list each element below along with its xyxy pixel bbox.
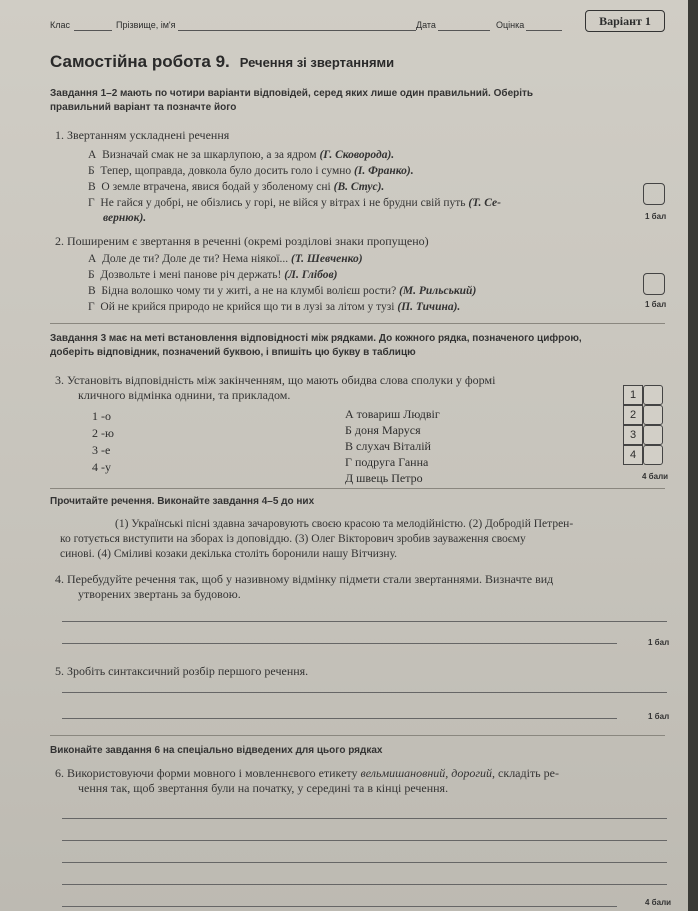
q6-line2: чення так, щоб звертання були на початку, у середині та в кінці речення. (78, 781, 449, 795)
option-author: (Т. Се- (468, 197, 501, 209)
q6-line1 (55, 766, 675, 781)
divider (50, 323, 665, 324)
q4-line1: 4. Перебудуйте речення так, щоб у називному відмінку підмети стали звертаннями. Визначте вид (55, 572, 554, 586)
instruction-4: Виконайте завдання 6 на спеціально відведених для цього рядках (50, 745, 383, 756)
instruction-2-line2: доберіть відповідник, позначений буквою, і впишіть цю букву в таблицю (50, 347, 416, 358)
answer-line[interactable] (62, 884, 667, 885)
option-letter: В (88, 181, 96, 193)
q3-line2: кличного відмінка однини, та прикладом. (78, 388, 291, 402)
q6-score: 4 бали (645, 898, 672, 907)
q1-answer-box[interactable] (643, 183, 665, 205)
q2-option-d[interactable] (88, 300, 608, 314)
q3-right-item: А товариш Людвіг (345, 407, 440, 421)
class-line[interactable] (74, 30, 112, 31)
q6-etiquette-words: вельмишановний, дорогий, (360, 766, 496, 780)
q6-line1-a: 6. Використовуючи форми мовного і мовленнєвого етикету (55, 766, 358, 780)
option-text: Не гайся у добрі, не обізлись у горі, не війся у вітрах і не брудни свій путь (100, 197, 466, 209)
option-author: (М. Рильський) (399, 285, 477, 297)
name-line[interactable] (178, 30, 416, 31)
divider (50, 735, 665, 736)
answer-line[interactable] (62, 906, 617, 907)
option-text: Доле де ти? Доле де ти? Нема ніякої... (102, 253, 289, 265)
grid-answer-1[interactable] (643, 385, 663, 405)
grid-number-4: 4 (623, 445, 643, 465)
q3-left-item: 3 -е (92, 443, 111, 457)
question-1: 1. Звертанням ускладнені речення (55, 128, 230, 142)
question-4 (55, 572, 675, 602)
q3-right-item: В слухач Віталій (345, 439, 431, 453)
date-label: Дата (416, 20, 436, 30)
q1-option-d[interactable] (88, 196, 608, 210)
option-author: (В. Стус). (333, 181, 385, 193)
grade-line[interactable] (526, 30, 562, 31)
q6-line1-c: складіть ре- (498, 766, 559, 780)
option-author: (Г. Сковорода). (319, 149, 395, 161)
q3-right-item: Д швець Петро (345, 471, 423, 485)
grid-number-3: 3 (623, 425, 643, 445)
q3-right-item: Б доня Маруся (345, 423, 421, 437)
q4-score: 1 бал (648, 638, 670, 647)
grid-number-2: 2 (623, 405, 643, 425)
passage-line3: синові. (4) Сміливі козаки декілька століть боронили нашу Вітчизну. (60, 548, 398, 560)
page-edge (688, 0, 698, 911)
option-letter: В (88, 285, 96, 297)
instruction-3: Прочитайте речення. Виконайте завдання 4–5 до них (50, 496, 315, 507)
question-3 (55, 373, 625, 403)
variant-badge: Варіант 1 (585, 10, 665, 32)
instruction-1-line1: Завдання 1–2 мають по чотири варіанти відповідей, серед яких лише один правильний. Оберіть (50, 88, 534, 99)
option-text: Дозвольте і мені панове річ держать! (100, 269, 282, 281)
option-author-cont: вернюк). (103, 212, 147, 224)
option-text: Визначай смак не за шкарлупою, а за ядром (102, 149, 317, 161)
q4-line2: утворених звертань за будовою. (78, 587, 241, 601)
q1-option-b[interactable] (88, 164, 608, 178)
option-letter: Г (88, 301, 95, 313)
answer-line[interactable] (62, 621, 667, 622)
grid-answer-2[interactable] (643, 405, 663, 425)
instruction-2 (50, 332, 670, 360)
option-letter: А (88, 149, 97, 161)
q2-option-b[interactable] (88, 268, 608, 282)
q2-score: 1 бал (645, 300, 667, 309)
q5-score: 1 бал (648, 712, 670, 721)
page-title (50, 52, 394, 72)
q2-answer-box[interactable] (643, 273, 665, 295)
answer-line[interactable] (62, 718, 617, 719)
grid-number-1: 1 (623, 385, 643, 405)
instruction-2-line1: Завдання 3 має на меті встановлення відповідності між рядками. До кожного рядка, позначеного цифрою, (50, 333, 582, 344)
grid-answer-4[interactable] (643, 445, 663, 465)
q3-left-item: 4 -у (92, 460, 111, 474)
passage-line2: ко готується виступити на зборах із доповіддю. (3) Олег Вікторович зробив зауваження своєму (60, 533, 526, 545)
q1-score: 1 бал (645, 212, 667, 221)
passage-line1: (1) Українські пісні здавна зачаровують своєю красою та мелодійністю. (2) Добродій Петрен- (115, 518, 574, 530)
q3-right-column (345, 406, 440, 486)
reading-passage (60, 517, 670, 562)
option-text: Тепер, щоправда, довкола було досить голо і сумно (100, 165, 352, 177)
q2-option-a[interactable] (88, 252, 608, 266)
option-letter: А (88, 253, 97, 265)
question-2: 2. Поширеним є звертання в реченні (окремі розділові знаки пропущено) (55, 234, 429, 248)
option-author: (І. Франко). (354, 165, 414, 177)
answer-line[interactable] (62, 692, 667, 693)
option-author: (Т. Шевченко) (291, 253, 363, 265)
question-6 (55, 766, 675, 796)
option-text: Ой не крийся природо не крийся що ти в лузі за літом у тузі (100, 301, 395, 313)
title-sub: Речення зі звертаннями (239, 55, 395, 70)
q3-right-item: Г подруга Ганна (345, 455, 429, 469)
q1-option-c[interactable] (88, 180, 608, 194)
question-5: 5. Зробіть синтаксичний розбір першого речення. (55, 664, 309, 678)
instruction-1 (50, 87, 630, 115)
option-letter: Б (88, 269, 95, 281)
option-author: (Л. Глібов) (284, 269, 338, 281)
name-label: Прізвище, ім'я (116, 20, 176, 30)
q3-score: 4 бали (642, 472, 669, 481)
q1-option-a[interactable] (88, 148, 608, 162)
option-text: Бідна волошко чому ти у житі, а не на клумбі волієш рости? (101, 285, 397, 297)
q3-left-item: 1 -о (92, 409, 111, 423)
answer-line[interactable] (62, 818, 667, 819)
answer-line[interactable] (62, 643, 617, 644)
option-text: О земле втрачена, явися бодай у зболеному сні (101, 181, 331, 193)
q1-option-d-cont (103, 211, 623, 225)
date-line[interactable] (438, 30, 490, 31)
grade-label: Оцінка (496, 20, 525, 30)
grid-answer-3[interactable] (643, 425, 663, 445)
option-author: (П. Тичина). (397, 301, 461, 313)
class-label: Клас (50, 20, 70, 30)
q2-option-c[interactable] (88, 284, 608, 298)
answer-line[interactable] (62, 840, 667, 841)
title-main: Самостійна робота 9. (50, 52, 230, 71)
q3-line1: 3. Установіть відповідність між закінченням, що мають обидва слова сполуки у формі (55, 373, 496, 387)
option-letter: Б (88, 165, 95, 177)
q3-left-column (92, 408, 114, 476)
instruction-1-line2: правильний варіант та позначте його (50, 102, 237, 113)
q3-left-item: 2 -ю (92, 426, 114, 440)
divider (50, 488, 665, 489)
option-letter: Г (88, 197, 95, 209)
header-fields (50, 12, 665, 34)
answer-line[interactable] (62, 862, 667, 863)
